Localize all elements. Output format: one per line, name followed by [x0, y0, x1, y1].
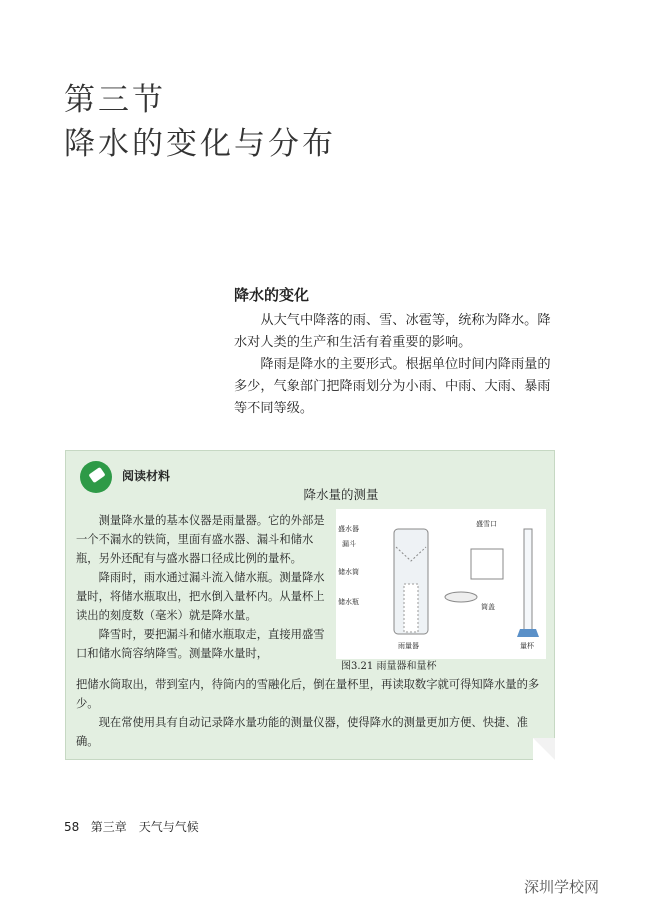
- paragraph: 降雪时，要把漏斗和储水瓶取走，直接用盛雪口和储水筒容纳降雪。测量降水量时，: [76, 628, 325, 660]
- figure-label: 盛雪口: [476, 520, 497, 528]
- figure-label: 盛水器: [338, 525, 359, 533]
- figure-label: 储水筒: [338, 568, 359, 576]
- paragraph: 测量降水量的基本仪器是雨量器。它的外部是一个不漏水的铁筒，里面有盛水器、漏斗和储水瓶，另外还配有与盛水器口径成比例的量杯。: [76, 514, 325, 565]
- page-fold-corner: [533, 738, 555, 760]
- paragraph: 降雨是降水的主要形式。根据单位时间内降雨量的多少，气象部门把降雨划分为小雨、中雨、大雨、暴雨等不同等级。: [234, 357, 551, 416]
- figure-label: 筒盖: [481, 603, 495, 611]
- chapter-title: 第三章 天气与气候: [90, 820, 199, 834]
- reading-label: 阅读材料: [122, 469, 171, 483]
- rain-gauge-figure: [336, 509, 546, 659]
- paragraph: 现在常使用具有自动记录降水量功能的测量仪器，使得降水的测量更加方便、快捷、准确。: [76, 716, 528, 748]
- figure-caption: 图3.21 雨量器和量杯: [341, 661, 437, 672]
- paragraph: 降雨时，雨水通过漏斗流入储水瓶。测量降水量时，将储水瓶取出，把水倒入量杯内。从量杯上读出的刻度数（毫米）就是降水量。: [76, 571, 325, 622]
- section-heading: [64, 78, 336, 166]
- figure-label: 漏斗: [342, 540, 356, 548]
- page-footer: [64, 818, 199, 835]
- subsection-heading: 降水的变化: [234, 286, 310, 304]
- section-number: 第三节: [64, 82, 166, 118]
- section-title: 降水的变化与分布: [64, 126, 336, 162]
- reading-text-bottom: [76, 675, 546, 751]
- figure-label: 储水瓶: [338, 598, 359, 606]
- figure-label: 量杯: [520, 642, 534, 650]
- watermark: 深圳学校网: [524, 878, 600, 896]
- reading-text-left: [76, 511, 331, 663]
- figure-label: 雨量器: [398, 642, 419, 650]
- page-number: 58: [64, 820, 80, 834]
- reading-material-box: [65, 450, 555, 760]
- intro-text: [234, 310, 554, 420]
- paragraph: 把储水筒取出，带到室内，待筒内的雪融化后，倒在量杯里，再读取数字就可得知降水量的多少。: [76, 678, 540, 710]
- reading-title: 降水量的测量: [303, 487, 379, 502]
- rain-gauge-illustration: [336, 509, 546, 659]
- paragraph: 从大气中降落的雨、雪、冰雹等，统称为降水。降水对人类的生产和生活有着重要的影响。: [234, 313, 551, 350]
